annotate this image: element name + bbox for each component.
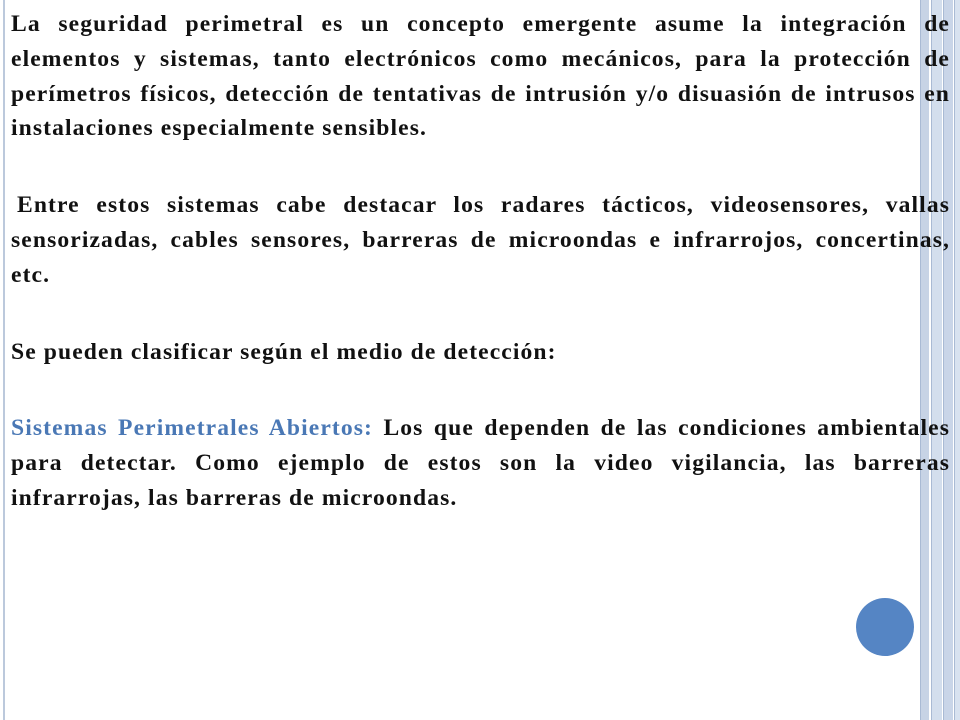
paragraph-open-systems bbox=[11, 411, 950, 515]
open-systems-label: Sistemas Perimetrales Abiertos: bbox=[11, 415, 374, 442]
paragraph-systems-list: Entre estos sistemas cabe destacar los radares tácticos, videosensores, vallas sensorizadas, cables sensores, barreras de microondas e infrarrojos, concertinas, etc. bbox=[11, 192, 950, 288]
side-frame-stripe bbox=[955, 0, 960, 720]
paragraph-classification: Se pueden clasificar según el medio de detección: bbox=[11, 338, 557, 365]
left-border-line bbox=[3, 0, 5, 720]
open-systems-text: Los que dependen de las condiciones ambientales para detectar. Como ejemplo de estos son la video vigilancia, las barreras infrarrojas, las barreras de microondas. bbox=[11, 415, 950, 511]
slide-body bbox=[11, 7, 950, 516]
paragraph-intro: La seguridad perimetral es un concepto emergente asume la integración de elementos y sistemas, tanto electrónicos como mecánicos, para la protección de perímetros físicos, detección de tentativas de intrusión y/o disuasión de intrusos en instalaciones especialmente sensibles. bbox=[11, 11, 950, 142]
decorative-circle bbox=[856, 598, 914, 656]
side-frame-line bbox=[954, 0, 955, 720]
